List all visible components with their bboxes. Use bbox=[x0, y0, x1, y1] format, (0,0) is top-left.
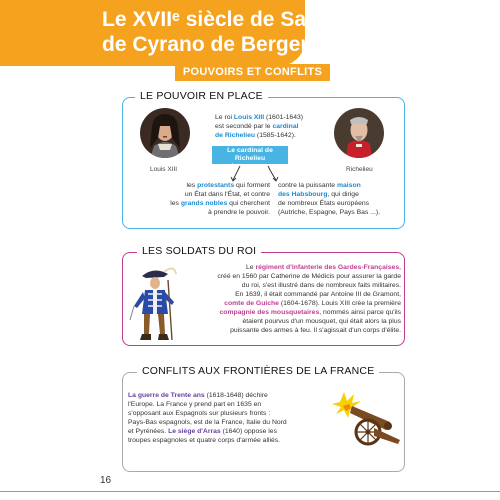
pouvoir-intro: Le roi Louis XIII (1601-1643) est secondé par le cardinal de Richelieu (1585-1642). bbox=[215, 114, 304, 139]
section-banner: POUVOIRS ET CONFLITS bbox=[175, 64, 330, 81]
richelieu-callout: Le cardinal de Richelieu lutte contre bbox=[212, 146, 288, 164]
chapter-title-line1: Le XVIIᵉ siècle de Savinien bbox=[102, 8, 367, 31]
richelieu-portrait bbox=[334, 108, 384, 158]
box-pouvoir-title: LE POUVOIR EN PLACE bbox=[135, 90, 268, 103]
box-soldats-title: LES SOLDATS DU ROI bbox=[137, 245, 261, 258]
pouvoir-left-column: les protestants qui forment un État dans l'État, et contre les grands nobles qui cherchent à prendre le pouvoir. bbox=[170, 182, 270, 216]
box-conflits-title: CONFLITS AUX FRONTIÈRES DE LA FRANCE bbox=[137, 365, 379, 378]
cannon-illustration bbox=[330, 388, 402, 448]
pouvoir-right-column: contre la puissante maison des Habsbourg, qui dirige de nombreux États européens (Autriche, Espagne, Pays Bas ...). bbox=[278, 182, 380, 216]
footer-divider bbox=[0, 491, 500, 492]
louis-xiii-caption: Louis XIII bbox=[150, 166, 178, 173]
chapter-header bbox=[0, 0, 367, 66]
chapter-title-line2: de Cyrano de Bergerac bbox=[102, 33, 332, 56]
louis-xiii-portrait bbox=[140, 108, 190, 158]
page-number: 16 bbox=[100, 475, 112, 486]
richelieu-caption: Richelieu bbox=[346, 166, 373, 173]
soldats-text: Le régiment d'infanterie des Gardes-Françaises, créé en 1560 par Catherine de Médicis pour assurer la garde du roi, s'est illustré dans de nombreux faits militaires. En 1639, il était commandé par Antoine III de Gramont, comte de Guiche (1604-1678). Louis XIII crée la première compagnie des mousquetaires, nommés ainsi parce qu'ils étaient pourvus d'un mousquet, qui était alors la plus puissante des armes à feu. Il s'agissait d'un corps d'élite. bbox=[217, 264, 401, 334]
conflits-text: La guerre de Trente ans (1618-1648) déchire l'Europe. La France y prend part en 1635 en s'opposant aux Espagnols sur plusieurs fronts : Pays-Bas espagnols, est de la France, Italie du Nord et Pyrénées. Le siège d'Arras (1640) oppose les troupes espagnoles et quatre corps d'armée alliés. bbox=[128, 392, 287, 444]
